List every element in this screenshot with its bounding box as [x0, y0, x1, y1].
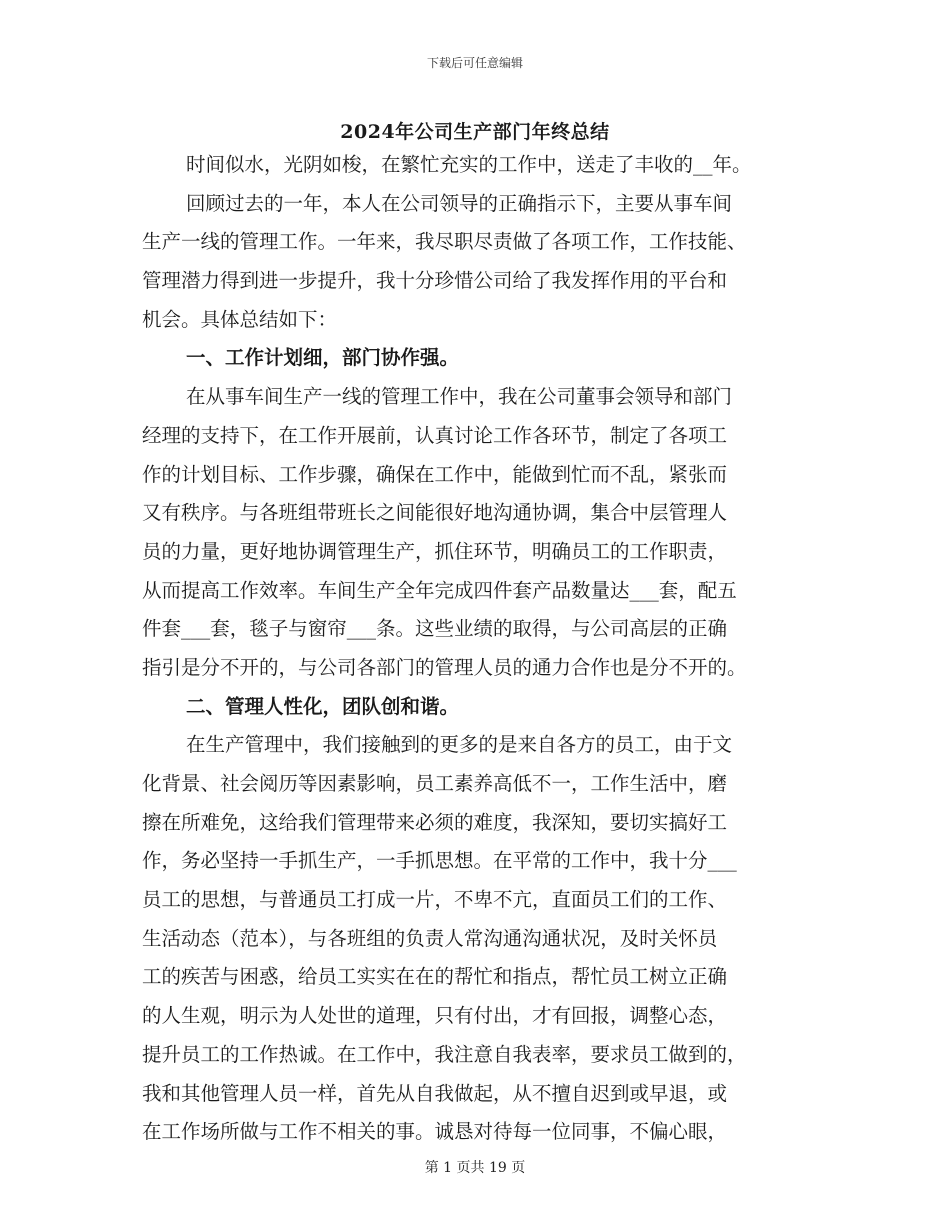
section-heading-1: 一、工作计划细，部门协作强。 — [186, 346, 460, 370]
document-title: 2024年公司生产部门年终总结 — [340, 121, 610, 143]
body-line: 经理的支持下，在工作开展前，认真讨论工作各环节，制定了各项工 — [142, 423, 728, 447]
body-line: 件套___套，毯子与窗帘___条。这些业绩的取得，与公司高层的正确 — [142, 617, 728, 641]
page-footer: 第 1 页共 19 页 — [424, 1160, 526, 1176]
body-line: 我和其他管理人员一样，首先从自我做起，从不擅自迟到或早退，或 — [142, 1081, 728, 1105]
body-line: 生活动态（范本），与各班组的负责人常沟通沟通状况，及时关怀员 — [142, 926, 718, 950]
body-line: 在生产管理中，我们接触到的更多的是来自各方的员工，由于文 — [186, 733, 733, 757]
body-line: 管理潜力得到进一步提升，我十分珍惜公司给了我发挥作用的平台和 — [142, 269, 728, 293]
body-line: 化背景、社会阅历等因素影响，员工素养高低不一，工作生活中，磨 — [142, 772, 728, 795]
body-line: 员的力量，更好地协调管理生产，抓住环节，明确员工的工作职责， — [142, 539, 728, 563]
body-line: 生产一线的管理工作。一年来，我尽职尽责做了各项工作，工作技能、 — [142, 230, 747, 254]
body-line: 指引是分不开的，与公司各部门的管理人员的通力合作也是分不开的。 — [142, 655, 747, 679]
body-line: 又有秩序。与各班组带班长之间能很好地沟通协调，集合中层管理人 — [142, 501, 728, 525]
body-line: 回顾过去的一年，本人在公司领导的正确指示下，主要从事车间 — [186, 191, 733, 215]
body-line: 作，务必坚持一手抓生产，一手抓思想。在平常的工作中，我十分___ — [142, 849, 737, 873]
body-line: 员工的思想，与普通员工打成一片，不卑不亢，直面员工们的工作、 — [142, 888, 728, 912]
body-line: 提升员工的工作热诚。在工作中，我注意自我表率，要求员工做到的， — [142, 1042, 747, 1066]
page-header: 下载后可任意编辑 — [426, 56, 523, 70]
body-line: 机会。具体总结如下： — [142, 307, 338, 331]
body-line: 工的疾苦与困惑，给员工实实在在的帮忙和指点，帮忙员工树立正确 — [142, 965, 728, 989]
body-line: 在从事车间生产一线的管理工作中，我在公司董事会领导和部门 — [186, 385, 733, 409]
body-line: 的人生观，明示为人处世的道理，只有付出，才有回报，调整心态， — [142, 1004, 728, 1028]
section-heading-2: 二、管理人性化，团队创和谐。 — [186, 694, 460, 718]
body-line: 从而提高工作效率。车间生产全年完成四件套产品数量达___套，配五 — [142, 578, 737, 602]
body-line: 在工作场所做与工作不相关的事。诚恳对待每一位同事，不偏心眼， — [142, 1120, 728, 1144]
document-body — [142, 146, 814, 1152]
body-line: 作的计划目标、工作步骤，确保在工作中，能做到忙而不乱，紧张而 — [142, 462, 728, 486]
body-line: 时间似水，光阴如梭，在繁忙充实的工作中，送走了丰收的__年。 — [186, 153, 752, 176]
body-line: 擦在所难免，这给我们管理带来必须的难度，我深知，要切实搞好工 — [142, 810, 728, 834]
